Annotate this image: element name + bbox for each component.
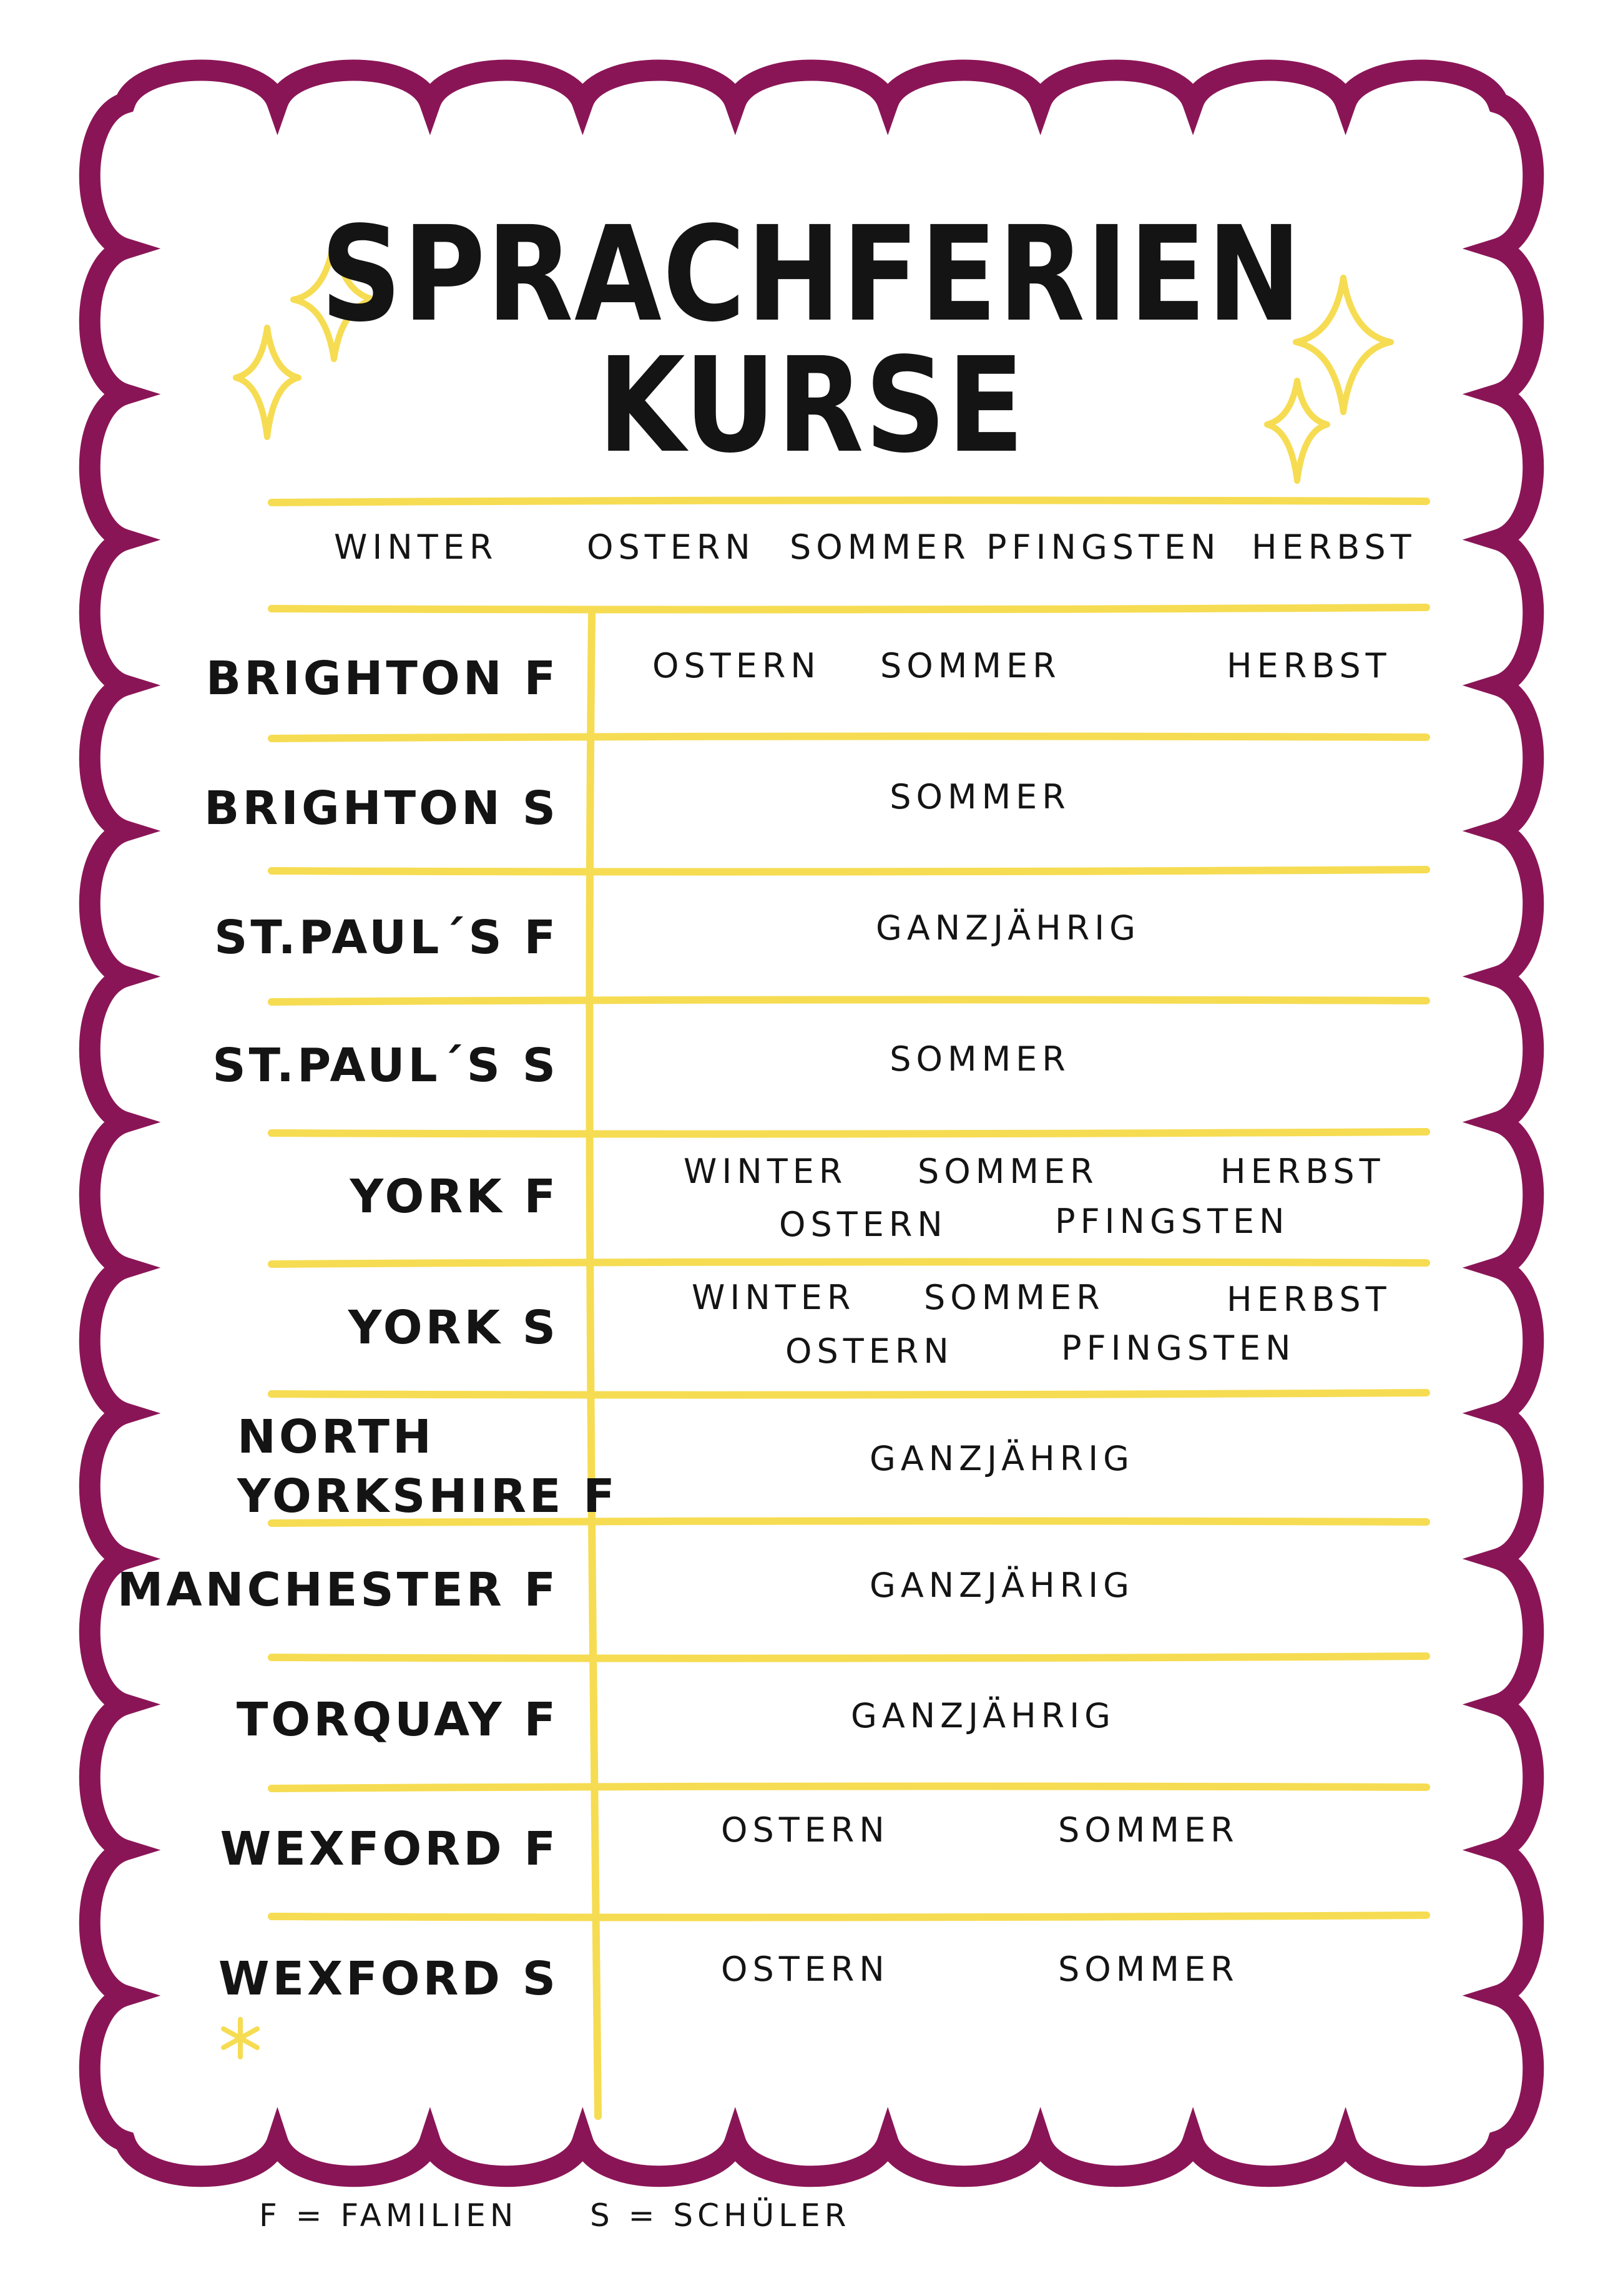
column-header-winter: WINTER: [334, 527, 498, 567]
column-divider: [589, 615, 598, 2116]
column-header-herbst: HERBST: [1252, 527, 1416, 567]
cell-york-s-winter: WINTER: [692, 1278, 856, 1317]
row-divider: [272, 500, 1426, 503]
page-title-line1: SPRACHFERIEN: [320, 198, 1303, 351]
page-title-line2: KURSE: [597, 329, 1026, 482]
row-name-wexford-s: WEXFORD S: [218, 1952, 559, 2006]
cell-wexford-s-sommer: SOMMER: [1058, 1950, 1239, 1989]
row-name-brighton-f: BRIGHTON F: [205, 652, 559, 705]
legend-schueler: S = SCHÜLER: [590, 2197, 851, 2234]
cell-york-f-sommer: SOMMER: [918, 1152, 1099, 1191]
cell-manchester-f: GANZJÄHRIG: [870, 1566, 1134, 1605]
row-divider: [272, 1132, 1426, 1134]
row-name-manchester-f: MANCHESTER F: [117, 1563, 559, 1617]
cell-torquay-f: GANZJÄHRIG: [851, 1696, 1116, 1735]
row-divider: [272, 999, 1426, 1002]
cell-wexford-f-ostern: OSTERN: [721, 1810, 890, 1850]
row-name-north: NORTH: [237, 1410, 434, 1464]
cell-york-s-herbst: HERBST: [1227, 1280, 1391, 1319]
cell-wexford-s-ostern: OSTERN: [721, 1950, 890, 1989]
row-name-york-s: YORK S: [348, 1301, 559, 1355]
row-divider: [272, 870, 1426, 872]
row-name-york-f: YORK F: [350, 1170, 559, 1224]
cell-wexford-f-sommer: SOMMER: [1058, 1810, 1239, 1850]
row-name-wexford-f: WEXFORD F: [220, 1822, 559, 1876]
cell-york-f-winter: WINTER: [684, 1152, 848, 1191]
row-divider: [272, 1656, 1426, 1659]
legend-familien: F = FAMILIEN: [259, 2197, 518, 2234]
cell-brighton-s: SOMMER: [890, 777, 1071, 817]
row-divider: [272, 607, 1426, 610]
row-divider: [272, 1915, 1426, 1918]
cell-york-s-pfingsten: PFINGSTEN: [1061, 1328, 1296, 1368]
cell-brighton-f-herbst: HERBST: [1227, 646, 1391, 685]
row-divider: [272, 1262, 1426, 1264]
cell-york-f-pfingsten: PFINGSTEN: [1055, 1202, 1290, 1241]
cell-brighton-f-sommer: SOMMER: [880, 646, 1061, 685]
row-name-st-pauls-s: ST.PAUL´S S: [212, 1039, 559, 1092]
asterisk-icon: [223, 2019, 257, 2057]
cell-york-f-herbst: HERBST: [1220, 1152, 1385, 1191]
row-divider: [272, 736, 1426, 738]
row-name-brighton-s: BRIGHTON S: [204, 782, 559, 835]
row-name-yorkshire-f: YORKSHIRE F: [237, 1469, 618, 1523]
cell-north-yorkshire-f: GANZJÄHRIG: [870, 1439, 1134, 1478]
column-header-pfingsten: PFINGSTEN: [986, 527, 1221, 567]
cell-york-s-sommer: SOMMER: [924, 1278, 1105, 1317]
row-name-north-yorkshire-f: [237, 1408, 618, 1526]
row-name-torquay-f: TORQUAY F: [236, 1693, 559, 1747]
column-header-sommer: SOMMER: [790, 527, 971, 567]
cell-st-pauls-s: SOMMER: [890, 1039, 1071, 1079]
cell-brighton-f-ostern: OSTERN: [652, 646, 821, 685]
row-name-st-pauls-f: ST.PAUL´S F: [214, 911, 559, 964]
cell-york-s-ostern: OSTERN: [785, 1332, 954, 1371]
row-divider: [272, 1786, 1426, 1788]
row-divider: [272, 1393, 1426, 1395]
column-header-ostern: OSTERN: [587, 527, 755, 567]
cell-york-f-ostern: OSTERN: [779, 1205, 948, 1244]
cell-st-pauls-f: GANZJÄHRIG: [876, 908, 1140, 948]
